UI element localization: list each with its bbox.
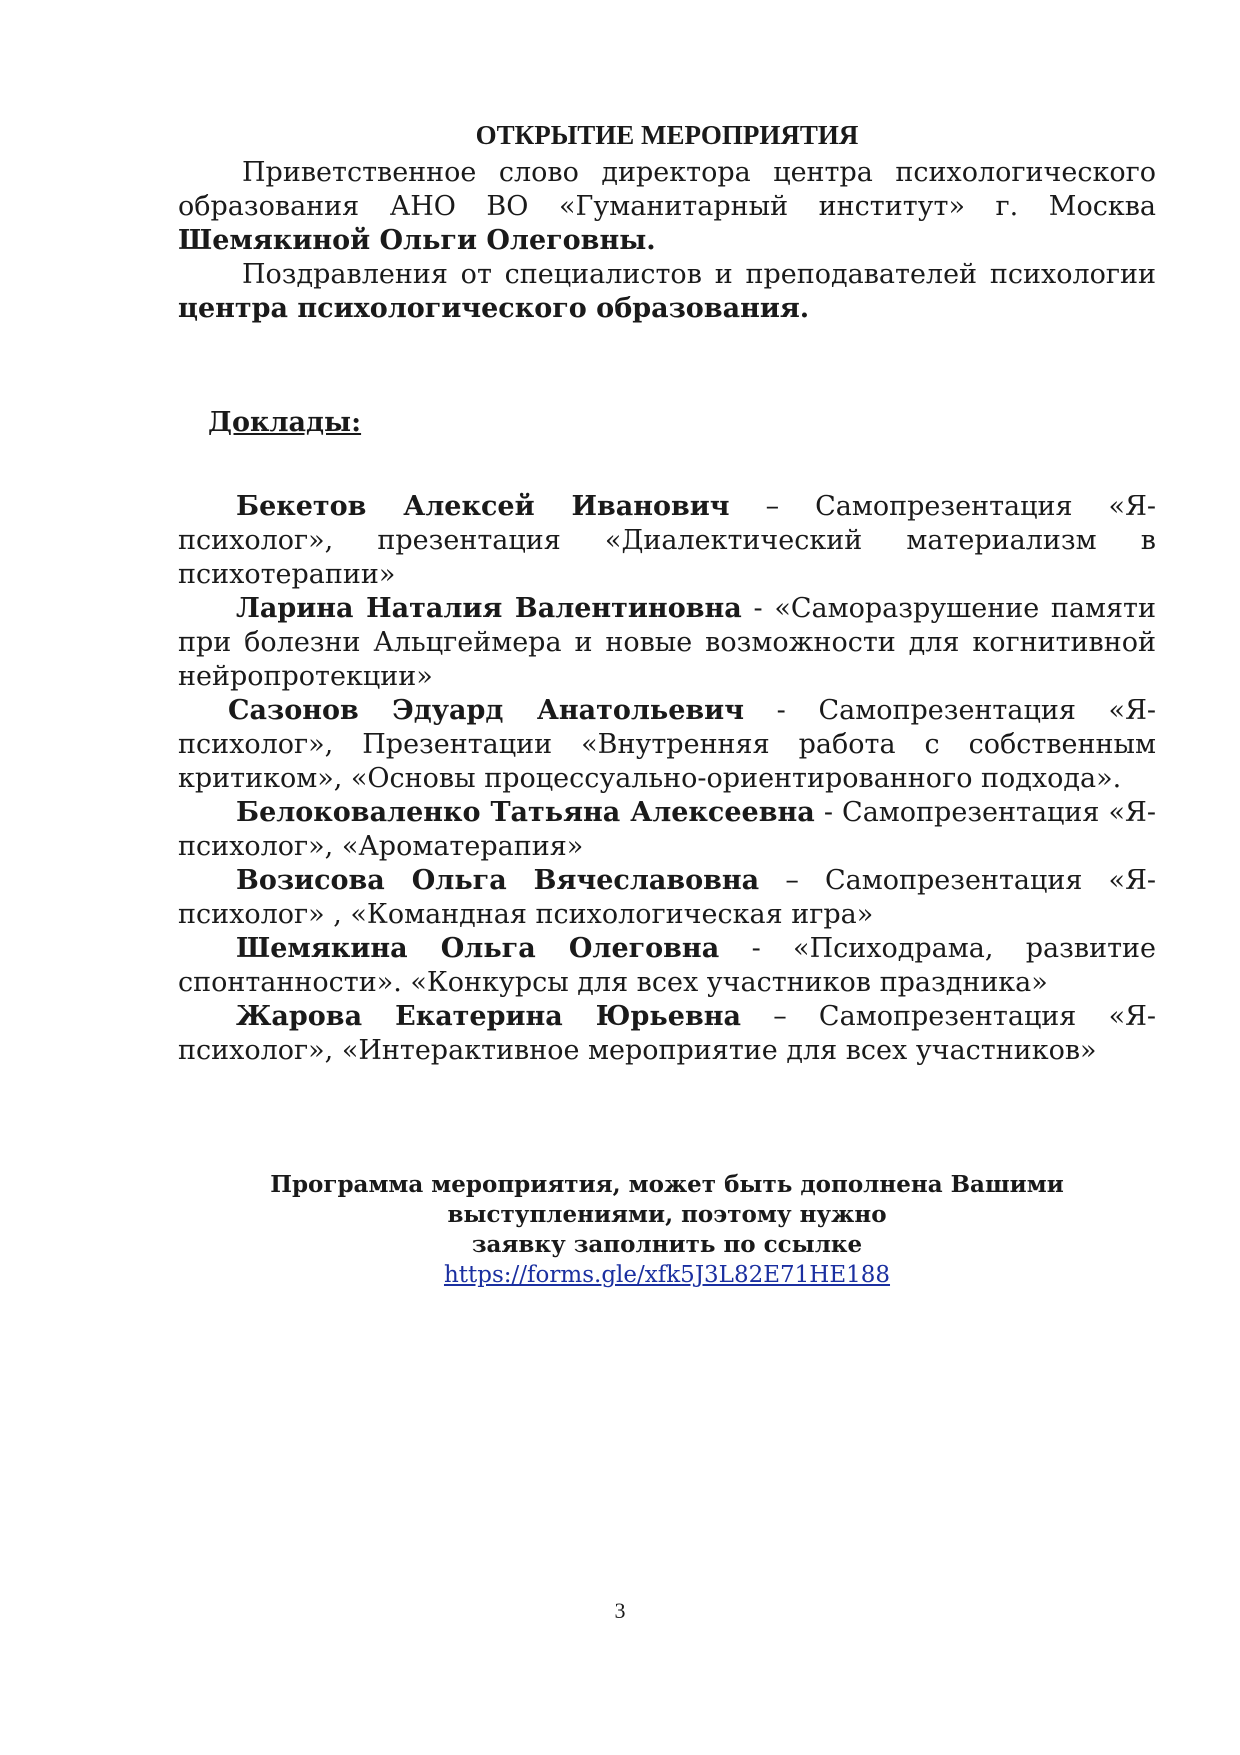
report-item <box>178 490 1156 592</box>
report-topic: – Самопрезентация «Я-психолог», презентация «Диалектический материализм в психотерапии» <box>178 491 1156 590</box>
opening-text-2: Поздравления от специалистов и преподавателей психологии <box>242 259 1156 290</box>
page-title: ОТКРЫТИЕ МЕРОПРИЯТИЯ <box>475 120 859 150</box>
report-topic: – Самопрезентация «Я-психолог», «Интерактивное мероприятие для всех участников» <box>178 1001 1157 1066</box>
speaker-name: Сазонов Эдуард Анатольевич <box>228 695 744 726</box>
speaker-name: Жарова Екатерина Юрьевна <box>236 1001 741 1032</box>
report-topic: - «Саморазрушение памяти при болезни Альцгеймера и новые возможности для когнитивной нейропротекции» <box>178 593 1156 692</box>
registration-form-link[interactable]: https://forms.gle/xfk5J3L82E71HE188 <box>443 1262 891 1288</box>
report-topic: – Самопрезентация «Я-психолог» , «Командная психологическая игра» <box>178 865 1157 930</box>
program-note <box>178 1170 1156 1290</box>
speaker-name: Белоковаленко Татьяна Алексеевна <box>236 797 815 828</box>
speaker-name: Шемякина Ольга Олеговна <box>236 933 720 964</box>
report-topic: - Самопрезентация «Я-психолог», «Ароматерапия» <box>178 797 1156 862</box>
report-item <box>178 864 1156 932</box>
opening-paragraph-2 <box>178 258 1156 326</box>
speaker-name: Ларина Наталия Валентиновна <box>236 593 742 624</box>
center-name: центра психологического образования. <box>178 293 810 324</box>
main-content <box>178 118 1156 1068</box>
program-note-line-1: Программа мероприятия, может быть дополнена Вашими <box>270 1171 1064 1198</box>
report-item <box>178 932 1156 1000</box>
opening-paragraph-1 <box>178 156 1156 258</box>
opening-text-1: Приветственное слово директора центра психологического образования АНО ВО «Гуманитарный институт» г. Москва <box>178 157 1156 222</box>
program-note-line-2: выступлениями, поэтому нужно <box>447 1201 887 1228</box>
report-item <box>178 1000 1156 1068</box>
reports-heading: Доклады: <box>208 407 362 438</box>
speaker-name: Возисова Ольга Вячеславовна <box>236 865 760 896</box>
reports-list <box>178 490 1156 1068</box>
report-topic: - «Психодрама, развитие спонтанности». «Конкурсы для всех участников праздника» <box>178 933 1156 998</box>
speaker-name: Бекетов Алексей Иванович <box>236 491 730 522</box>
report-topic: - Самопрезентация «Я-психолог», Презентации «Внутренняя работа с собственным критиком», «Основы процессуально-ориентированного подхода». <box>178 695 1156 794</box>
report-item <box>178 592 1156 694</box>
program-note-line-3: заявку заполнить по ссылке <box>471 1231 863 1258</box>
report-item <box>178 796 1156 864</box>
director-name: Шемякиной Ольги Олеговны. <box>178 225 656 256</box>
page-number: 3 <box>614 1598 626 1623</box>
report-item <box>178 694 1156 796</box>
